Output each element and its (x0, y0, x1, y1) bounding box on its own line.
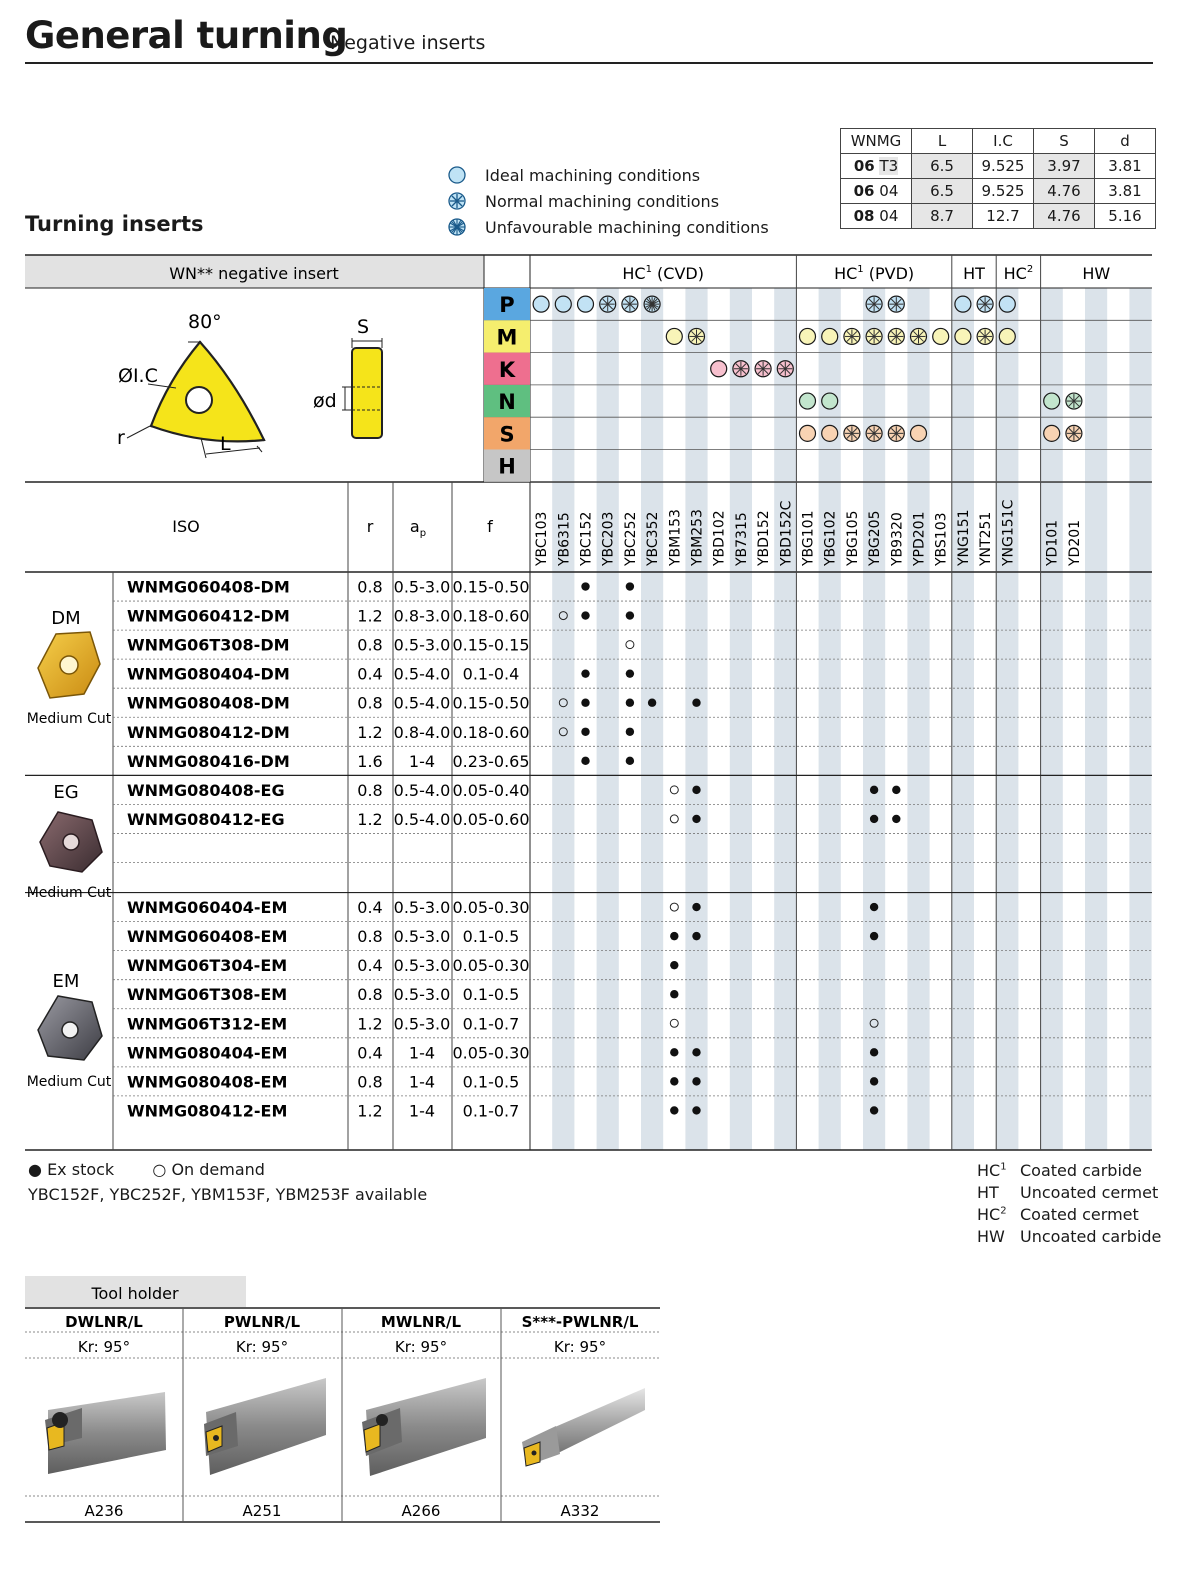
tool-holder-mwlnr[interactable] (362, 1313, 486, 1520)
legend-unfavourable-label: Unfavourable machining conditions (485, 217, 769, 237)
dim-header-s: S (1034, 129, 1095, 154)
grade-header: YB6315 (556, 512, 573, 566)
normal-condition-icon (1066, 393, 1082, 409)
material-k-label: K (498, 357, 516, 382)
ap-value: 0.8-3.0 (393, 606, 451, 626)
table-row (127, 1101, 878, 1120)
ex-stock-mark (581, 611, 589, 619)
insert-drawing (117, 311, 382, 458)
ex-stock-mark (581, 582, 589, 590)
grade-type-row: $HC^2$ Coated cermet (977, 1205, 1139, 1224)
f-value: 0.18-0.60 (452, 606, 530, 626)
ex-stock-mark (692, 932, 700, 940)
holder-kr: Kr: 95° (394, 1338, 448, 1356)
grade-header: YBG102 (822, 510, 839, 566)
normal-condition-icon (733, 361, 749, 377)
normal-condition-icon (622, 296, 638, 312)
grade-group-header: $HC^1$ (PVD) (834, 264, 915, 283)
grade-header: YPD201 (911, 511, 928, 566)
dim-header-ic: I.C (973, 129, 1034, 154)
table-row (127, 985, 679, 1004)
grade-header: YBC352 (645, 511, 662, 566)
ex-stock-mark (581, 699, 589, 707)
ideal-condition-icon (800, 328, 816, 344)
ap-value: 0.5-3.0 (393, 577, 451, 597)
ideal-condition-icon (578, 296, 594, 312)
holder-page: A332 (560, 1502, 600, 1520)
dim-s: 4.76 (1034, 204, 1095, 229)
f-header: f (487, 517, 493, 536)
material-p-label: P (499, 293, 515, 318)
iso-code: WNMG080404-DM (127, 664, 290, 684)
ex-stock-mark (626, 669, 634, 677)
l-dimension-line (206, 448, 260, 454)
iso-code: WNMG080408-EM (127, 1072, 288, 1092)
ex-stock-mark (692, 903, 700, 911)
grade-header: YNT251 (978, 511, 995, 566)
f-value: 0.1-0.5 (462, 927, 520, 947)
grade-header: YBG101 (800, 510, 817, 566)
f-value: 0.1-0.5 (462, 1072, 520, 1092)
holder-kr: Kr: 95° (77, 1338, 131, 1356)
group-em-label: EM (52, 971, 80, 992)
holder-page: A251 (242, 1502, 282, 1520)
holder-name: S***-PWLNR/L (521, 1313, 639, 1331)
group-eg-label: EG (53, 782, 79, 803)
grade-header: YD201 (1066, 519, 1083, 566)
unfavourable-condition-icon (644, 296, 660, 312)
dim-ic: 9.525 (973, 154, 1034, 179)
ap-value: 0.5-3.0 (393, 927, 451, 947)
ex-stock-mark (670, 990, 678, 998)
ex-stock-mark (870, 786, 878, 794)
r-value: 0.8 (357, 1072, 383, 1092)
insert-hole (186, 387, 212, 413)
ex-stock-mark (648, 699, 656, 707)
f-value: 0.15-0.50 (452, 693, 530, 713)
r-value: 0.4 (357, 898, 383, 918)
ex-stock-mark (692, 1106, 700, 1114)
iso-header: ISO (172, 517, 200, 536)
ex-stock-mark (870, 1077, 878, 1085)
normal-condition-icon (888, 425, 904, 441)
ex-stock-mark (581, 669, 589, 677)
normal-condition-icon (888, 328, 904, 344)
angle-label: 80° (188, 311, 222, 333)
f-value: 0.1-0.4 (462, 664, 520, 684)
insert-header-label: WN** negative insert (169, 264, 339, 283)
ex-stock-mark (670, 1106, 678, 1114)
normal-condition-icon (777, 361, 793, 377)
ex-stock-mark (670, 1077, 678, 1085)
ap-value: 0.5-4.0 (393, 809, 451, 829)
holder-name: DWLNR/L (65, 1313, 143, 1331)
grade-type-row: $HC^1$ Coated carbide (977, 1161, 1142, 1180)
table-row (127, 1072, 878, 1091)
table-row (127, 898, 878, 917)
dim-ic: 9.525 (973, 179, 1034, 204)
ex-stock-mark (581, 728, 589, 736)
ex-stock-mark (626, 699, 634, 707)
ap-value: 0.5-3.0 (393, 898, 451, 918)
l-label: L (220, 433, 231, 455)
holder-page: A236 (84, 1502, 124, 1520)
iso-code: WNMG080416-DM (127, 751, 290, 771)
s-label: S (357, 316, 370, 338)
f-value: 0.05-0.30 (452, 1043, 530, 1063)
grade-header: YBD152 (756, 510, 773, 566)
ideal-condition-icon (800, 393, 816, 409)
iso-code: WNMG060412-DM (127, 606, 290, 626)
ex-stock-symbol: ● (28, 1160, 42, 1179)
material-s-label: S (499, 422, 515, 447)
holder-page: A266 (401, 1502, 441, 1520)
grade-header: YBD152C (778, 500, 795, 566)
grade-group-header: $HC^2$ (1003, 264, 1034, 283)
dim-header-d: d (1095, 129, 1156, 154)
ap-value: 0.5-3.0 (393, 985, 451, 1005)
ex-stock-mark (626, 582, 634, 590)
group-dm-label: DM (51, 608, 81, 629)
ap-value: 0.5-3.0 (393, 635, 451, 655)
ex-stock-mark (692, 815, 700, 823)
iso-code: WNMG080408-EG (127, 780, 285, 800)
normal-condition-icon (911, 328, 927, 344)
ex-stock-mark (692, 1048, 700, 1056)
iso-code: WNMG060408-EM (127, 927, 288, 947)
f-value: 0.05-0.40 (452, 780, 530, 800)
grade-group-header: HW (1082, 264, 1111, 283)
r-value: 0.4 (357, 664, 383, 684)
ideal-condition-icon (711, 361, 727, 377)
grade-group-header: HT (963, 264, 985, 283)
dim-header-wnmg: WNMG (841, 129, 912, 154)
grade-header: YBD102 (711, 510, 728, 566)
legend-normal-label: Normal machining conditions (485, 191, 720, 211)
grade-type-row: HT Uncoated cermet (977, 1183, 1159, 1202)
ideal-condition-icon (822, 328, 838, 344)
holder-name: MWLNR/L (380, 1313, 462, 1331)
normal-condition-icon (689, 328, 705, 344)
r-value: 0.8 (357, 635, 383, 655)
normal-condition-icon (755, 361, 771, 377)
normal-condition-icon (977, 328, 993, 344)
f-value: 0.1-0.7 (462, 1014, 520, 1034)
normal-condition-icon (844, 328, 860, 344)
dim-s: 4.76 (1034, 179, 1095, 204)
ap-value: 0.5-4.0 (393, 780, 451, 800)
insert-side-view (352, 348, 382, 438)
normal-condition-icon (844, 425, 860, 441)
grade-header: YB9320 (889, 512, 906, 566)
eg-insert-image (40, 812, 102, 872)
normal-condition-icon (600, 296, 616, 312)
grade-header: YBC152 (578, 511, 595, 566)
grade-header: YD101 (1044, 519, 1061, 566)
ap-value: 1-4 (408, 1043, 436, 1063)
pwlnr-image (204, 1378, 326, 1475)
ex-stock-mark (626, 757, 634, 765)
grade-header: YBC252 (622, 511, 639, 566)
group-em-cut: Medium Cut (26, 1074, 112, 1090)
ex-stock-mark (626, 611, 634, 619)
dim-d: 3.81 (1095, 154, 1156, 179)
r-value: 1.2 (357, 1014, 383, 1034)
holder-kr: Kr: 95° (235, 1338, 289, 1356)
r-value: 0.8 (357, 577, 383, 597)
page-title: General turning (25, 14, 348, 57)
ic-label: ØI.C (118, 365, 158, 387)
ideal-condition-icon (555, 296, 571, 312)
ex-stock-mark (870, 1106, 878, 1114)
r-value: 0.8 (357, 780, 383, 800)
ex-stock-mark (670, 932, 678, 940)
normal-condition-icon (866, 296, 882, 312)
grade-header: YBG205 (867, 510, 884, 566)
ideal-condition-icon (800, 425, 816, 441)
s-pwlnr-image (522, 1388, 645, 1466)
table-row (127, 927, 878, 946)
ex-stock-mark (692, 786, 700, 794)
ap-value: 1-4 (408, 1072, 436, 1092)
ap-value: 1-4 (408, 1101, 436, 1121)
ex-stock-mark (581, 757, 589, 765)
f-value: 0.1-0.5 (462, 985, 520, 1005)
ideal-condition-icon (822, 425, 838, 441)
iso-code: WNMG06T304-EM (127, 956, 288, 976)
ideal-condition-icon (533, 296, 549, 312)
stock-legend (28, 1160, 265, 1179)
dm-insert-image (38, 632, 100, 698)
grade-header: YBC103 (534, 511, 551, 566)
section-title: Turning inserts (25, 212, 204, 236)
f-value: 0.05-0.30 (452, 956, 530, 976)
f-value: 0.18-0.60 (452, 722, 530, 742)
grade-header: YBS103 (933, 512, 950, 566)
iso-code: WNMG080412-EM (127, 1101, 288, 1121)
normal-condition-icon (1066, 425, 1082, 441)
r-value: 1.2 (357, 1101, 383, 1121)
f-value: 0.23-0.65 (452, 751, 530, 771)
d-label: ød (313, 390, 337, 412)
on-demand-label: On demand (171, 1160, 265, 1179)
em-insert-image (38, 996, 102, 1060)
dim-size: 06 04 (841, 179, 912, 204)
ideal-condition-icon (955, 328, 971, 344)
dim-d: 5.16 (1095, 204, 1156, 229)
ap-header: $a_p$ (409, 517, 427, 539)
ap-value: 0.5-3.0 (393, 956, 451, 976)
tool-holder-title: Tool holder (91, 1284, 179, 1303)
ap-value: 0.5-4.0 (393, 693, 451, 713)
grade-header: YBM153 (667, 509, 684, 566)
r-header: r (366, 517, 374, 536)
table-row (127, 1043, 878, 1062)
ideal-condition-icon (999, 328, 1015, 344)
r-value: 0.8 (357, 693, 383, 713)
f-value: 0.05-0.30 (452, 898, 530, 918)
f-value: 0.05-0.60 (452, 809, 530, 829)
normal-condition-icon (888, 296, 904, 312)
ideal-condition-icon (933, 328, 949, 344)
ex-stock-mark (870, 1048, 878, 1056)
r-value: 1.2 (357, 606, 383, 626)
ideal-condition-icon (666, 328, 682, 344)
grade-header: YNG151C (1000, 499, 1017, 566)
dim-d: 3.81 (1095, 179, 1156, 204)
availability-note: YBC152F, YBC252F, YBM153F, YBM253F available (28, 1185, 428, 1204)
group-eg-cut: Medium Cut (26, 885, 112, 901)
ap-value: 0.8-4.0 (393, 722, 451, 742)
material-n-label: N (498, 390, 516, 415)
iso-code: WNMG060408-DM (127, 577, 290, 597)
ex-stock-mark (870, 932, 878, 940)
ex-stock-mark (870, 903, 878, 911)
ex-stock-mark (870, 815, 878, 823)
r-value: 0.8 (357, 927, 383, 947)
on-demand-symbol: ○ (152, 1160, 167, 1179)
on-demand-mark (670, 1019, 678, 1027)
ex-stock-mark (692, 699, 700, 707)
iso-code: WNMG080412-DM (127, 722, 290, 742)
grade-header: YNG151 (955, 509, 972, 566)
grade-header: YBC203 (600, 511, 617, 566)
tool-holder-dwlnr[interactable] (45, 1313, 166, 1520)
r-leader (127, 426, 150, 438)
ap-value: 0.5-3.0 (393, 1014, 451, 1034)
on-demand-mark (670, 903, 678, 911)
r-value: 1.2 (357, 809, 383, 829)
ex-stock-label: Ex stock (47, 1160, 115, 1179)
r-value: 0.4 (357, 956, 383, 976)
ideal-condition-icon (1044, 393, 1060, 409)
ex-stock-mark (692, 1077, 700, 1085)
f-value: 0.1-0.7 (462, 1101, 520, 1121)
dim-s: 3.97 (1034, 154, 1095, 179)
normal-condition-icon (977, 296, 993, 312)
iso-code: WNMG080408-DM (127, 693, 290, 713)
dim-l: 6.5 (912, 154, 973, 179)
group-dm-cut: Medium Cut (26, 711, 112, 727)
dim-l: 8.7 (912, 204, 973, 229)
on-demand-mark (670, 815, 678, 823)
dim-size: 06 T3 (841, 154, 912, 179)
iso-code: WNMG060404-EM (127, 898, 288, 918)
table-row (127, 1014, 878, 1033)
holder-kr: Kr: 95° (553, 1338, 607, 1356)
iso-code: WNMG080412-EG (127, 809, 285, 829)
ex-stock-mark (670, 961, 678, 969)
dim-ic: 12.7 (973, 204, 1034, 229)
grade-header: YB7315 (733, 512, 750, 566)
tool-holder-pwlnr[interactable] (204, 1313, 326, 1520)
ex-stock-mark (626, 728, 634, 736)
grade-type-legend (977, 1161, 1161, 1249)
r-value: 0.8 (357, 985, 383, 1005)
r-value: 0.4 (357, 1043, 383, 1063)
on-demand-mark (670, 786, 678, 794)
dim-header-l: L (912, 129, 973, 154)
grade-group-header: $HC^1$ (CVD) (622, 264, 704, 283)
material-h-label: H (498, 454, 516, 479)
normal-condition-icon (866, 425, 882, 441)
normal-condition-icon (866, 328, 882, 344)
r-label: r (117, 427, 125, 449)
ideal-condition-icon (999, 296, 1015, 312)
f-value: 0.15-0.50 (452, 577, 530, 597)
ideal-condition-icon (911, 425, 927, 441)
iso-code: WNMG06T308-DM (127, 635, 290, 655)
ex-stock-mark (670, 1048, 678, 1056)
f-value: 0.15-0.15 (452, 635, 530, 655)
r-value: 1.2 (357, 722, 383, 742)
ap-value: 1-4 (408, 751, 436, 771)
iso-code: WNMG06T312-EM (127, 1014, 288, 1034)
ideal-condition-icon (1044, 425, 1060, 441)
ideal-condition-icon (822, 393, 838, 409)
dim-l: 6.5 (912, 179, 973, 204)
ex-stock-mark (892, 815, 900, 823)
table-row (127, 956, 679, 975)
on-demand-mark (626, 641, 634, 649)
ideal-condition-icon (955, 296, 971, 312)
holder-name: PWLNR/L (223, 1313, 301, 1331)
r-value: 1.6 (357, 751, 383, 771)
material-m-label: M (496, 325, 518, 350)
iso-code: WNMG080404-EM (127, 1043, 288, 1063)
tool-holder-section (0, 1270, 680, 1530)
grade-type-row: HW Uncoated carbide (977, 1227, 1162, 1246)
mwlnr-image (362, 1378, 486, 1476)
iso-code: WNMG06T308-EM (127, 985, 288, 1005)
tool-holder-s-pwlnr[interactable] (522, 1313, 645, 1520)
ex-stock-mark (892, 786, 900, 794)
page-subtitle: Negative inserts (330, 32, 486, 54)
dim-size: 08 04 (841, 204, 912, 229)
legend-ideal-label: Ideal machining conditions (485, 165, 701, 185)
dwlnr-image (45, 1392, 166, 1474)
ap-value: 0.5-4.0 (393, 664, 451, 684)
grade-header: YBG105 (844, 510, 861, 566)
grade-header: YBM253 (689, 509, 706, 566)
